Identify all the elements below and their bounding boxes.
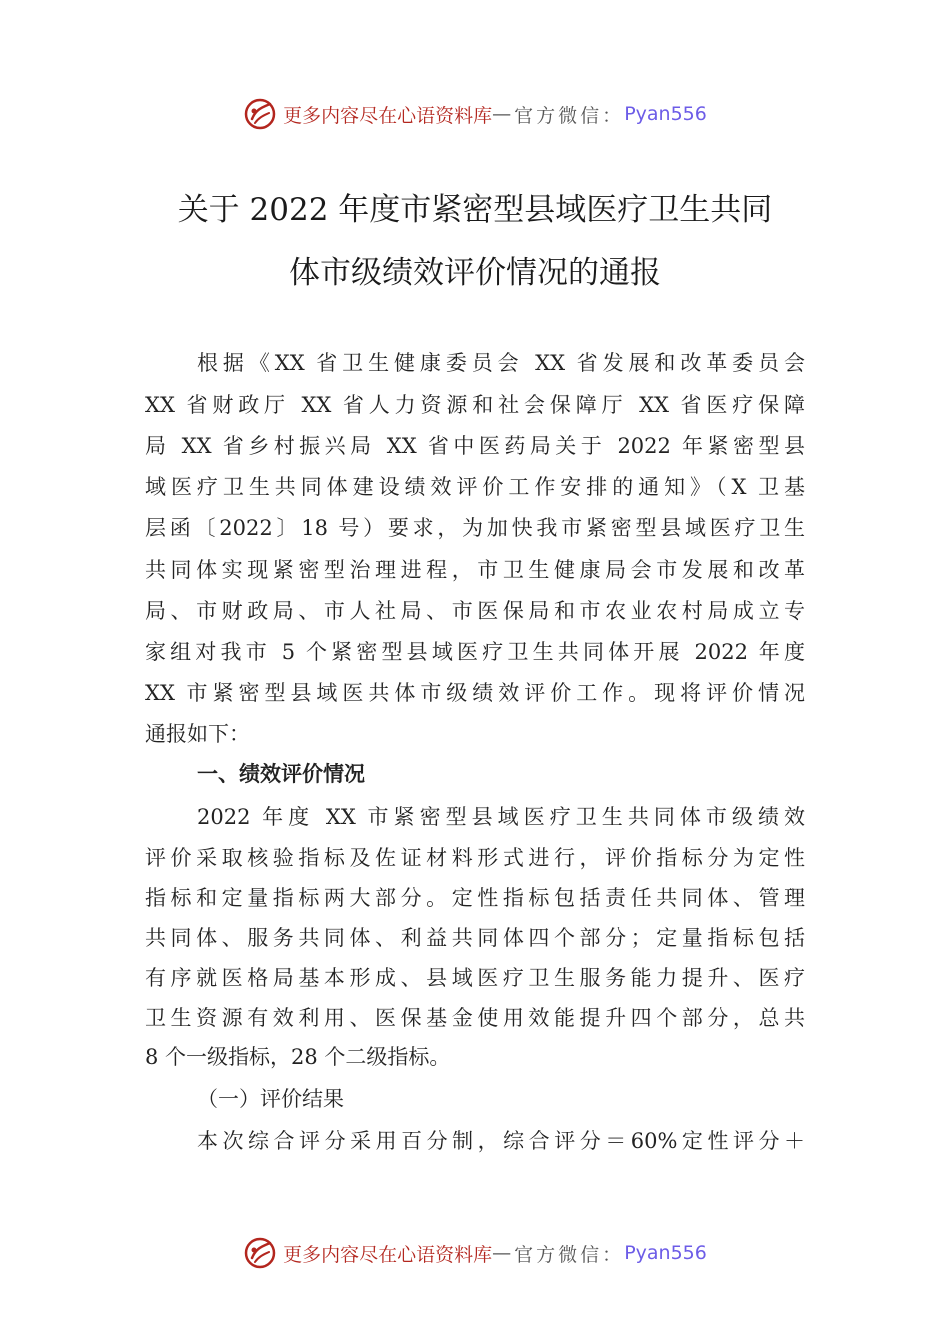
section-1-line-4: 共同体、服务共同体、利益共同体四个部分；定量指标包括	[145, 926, 805, 950]
subsection-1-line-1: 本次综合评分采用百分制，综合评分＝60%定性评分＋	[197, 1129, 805, 1153]
intro-line-8: 家组对我市 5 个紧密型县域医疗卫生共同体开展 2022 年度	[145, 640, 805, 664]
section-1-line-7: 8 个一级指标，28 个二级指标。	[145, 1045, 451, 1069]
subsection-1-heading: （一）评价结果	[197, 1087, 344, 1111]
brand-logo-icon	[243, 1236, 277, 1270]
banner-brand-text: 更多内容尽在心语资料库	[283, 104, 493, 127]
document-title-line-2: 体市级绩效评价情况的通报	[289, 255, 661, 291]
intro-line-4: 域医疗卫生共同体建设绩效评价工作安排的通知》（X 卫基	[145, 475, 805, 499]
intro-line-6: 共同体实现紧密型治理进程，市卫生健康局会市发展和改革	[145, 558, 805, 582]
banner-wechat-id: Pyan556	[624, 103, 707, 125]
intro-line-1: 根据《XX 省卫生健康委员会 XX 省发展和改革委员会	[197, 351, 805, 375]
header-banner	[0, 94, 950, 134]
section-1-line-6: 卫生资源有效利用、医保基金使用效能提升四个部分，总共	[145, 1006, 805, 1030]
intro-line-3: 局 XX 省乡村振兴局 XX 省中医药局关于 2022 年紧密型县	[145, 434, 805, 458]
intro-line-5: 层函〔2022〕18 号）要求，为加快我市紧密型县域医疗卫生	[145, 516, 805, 540]
section-1-heading: 一、绩效评价情况	[197, 762, 365, 786]
intro-line-2: XX 省财政厅 XX 省人力资源和社会保障厅 XX 省医疗保障	[145, 393, 805, 417]
banner-wechat-id: Pyan556	[624, 1242, 707, 1264]
brand-logo-icon	[243, 97, 277, 131]
banner-brand-text: 更多内容尽在心语资料库	[283, 1243, 493, 1266]
intro-line-10: 通报如下：	[145, 722, 250, 746]
banner-wechat-label: 官方微信：	[514, 1243, 625, 1266]
intro-line-9: XX 市紧密型县域医共体市级绩效评价工作。现将评价情况	[145, 681, 805, 705]
section-1-line-3: 指标和定量指标两大部分。定性指标包括责任共同体、管理	[145, 886, 805, 910]
banner-dash: —	[492, 1242, 515, 1264]
banner-dash: —	[492, 103, 515, 125]
document-title-line-1: 关于 2022 年度市紧密型县域医疗卫生共同	[177, 192, 773, 228]
banner-wechat-label: 官方微信：	[514, 104, 625, 127]
section-1-line-1: 2022 年度 XX 市紧密型县域医疗卫生共同体市级绩效	[197, 805, 805, 829]
footer-banner	[0, 1233, 950, 1273]
intro-line-7: 局、市财政局、市人社局、市医保局和市农业农村局成立专	[145, 599, 805, 623]
section-1-line-5: 有序就医格局基本形成、县域医疗卫生服务能力提升、医疗	[145, 966, 805, 990]
section-1-line-2: 评价采取核验指标及佐证材料形式进行，评价指标分为定性	[145, 846, 805, 870]
